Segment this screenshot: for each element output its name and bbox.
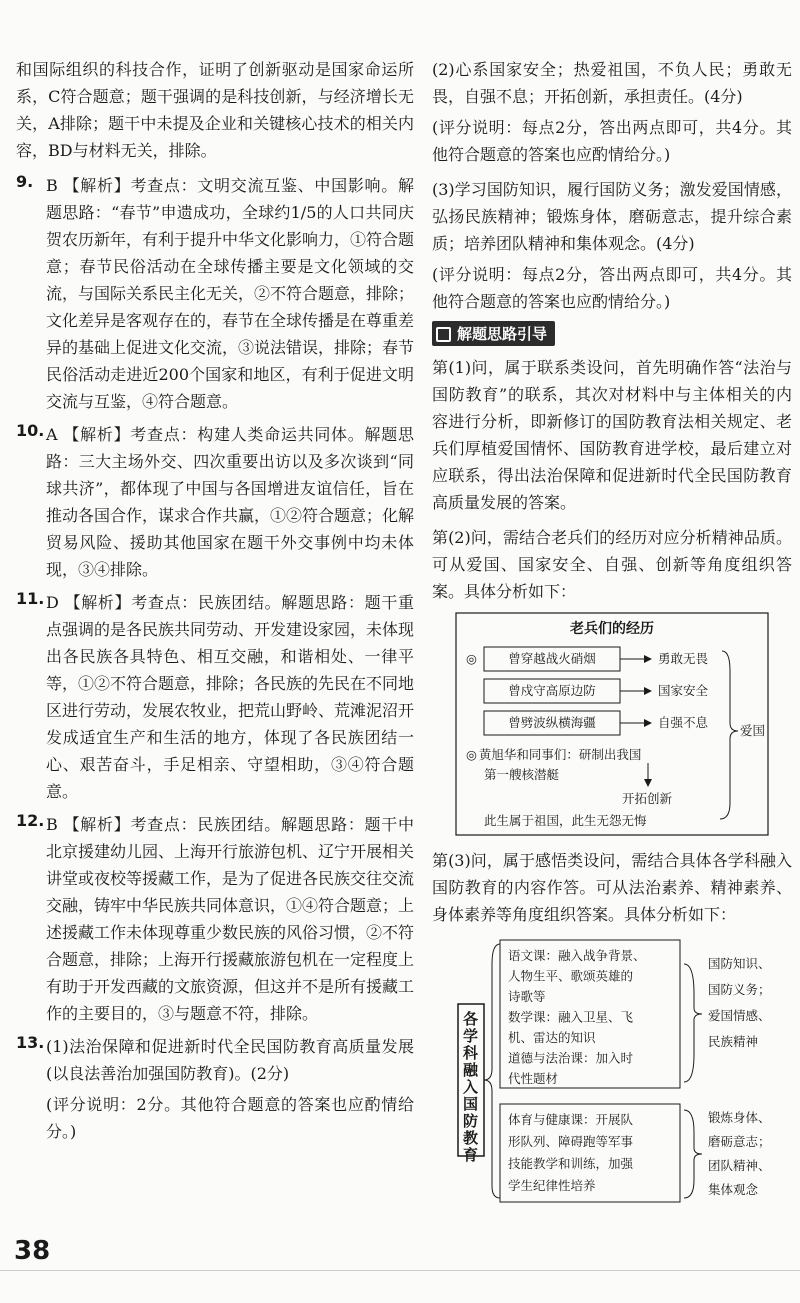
result-brace-1 <box>684 964 702 1082</box>
guide-part-2: 第(2)问，需结合老兵们的经历对应分析精神品质。可从爱国、国家安全、自强、创新等角度组织答案。具体分析如下： <box>432 528 792 601</box>
quality-text: 自强不息 <box>658 715 709 730</box>
innovate-text: 开拓创新 <box>622 791 673 806</box>
vtitle-line: 融 <box>463 1061 479 1079</box>
res2-line: 集体观念 <box>708 1182 759 1197</box>
guide-part-1: 第(1)问，属于联系类设问，首先明确作答“法治与国防教育”的联系，其次对材料中与主体相关的内容进行分析，即新修订的国防教育法相关规定、老兵们厚植爱国情怀、国防教育进学校，最后建立对应联系，得出法治保障和促进新时代全民国防教育高质量发展的答案。 <box>432 358 792 512</box>
box2-line: 体育与健康课：开展队 <box>508 1112 634 1127</box>
subjects-diagram <box>432 934 792 1206</box>
question-12 <box>16 811 414 1027</box>
huang-text: 黄旭华和同事们：研制出我国 <box>478 747 642 762</box>
arrow-head <box>644 655 652 663</box>
box1-line: 人物生平、歌颂英雄的 <box>508 968 634 984</box>
guide-part-3: 第(3)问，属于感悟类设问，需结合具体各学科融入国防教育的内容作答。可从法治素养、精神素养、身体素养等角度组织答案。具体分析如下： <box>432 851 792 924</box>
question-11 <box>16 589 414 805</box>
answer-part-3: (3)学习国防知识，履行国防义务；激发爱国情感，弘扬民族精神；锻炼身体，磨砺意志，提升综合素质；培养团队精神和集体观念。(4分) <box>432 180 792 253</box>
box2-line: 学生纪律性培养 <box>508 1178 596 1193</box>
scoring-note-3: (评分说明：每点2分，答出两点即可，共4分。其他符合题意的答案也应酌情给分。) <box>432 265 792 311</box>
grouping-brace <box>720 651 738 819</box>
res1-line: 国防知识、 <box>708 956 771 971</box>
question-9 <box>16 172 414 415</box>
box1-line: 机、雷达的知识 <box>508 1030 596 1045</box>
quality-text: 国家安全 <box>658 683 709 698</box>
res2-line: 锻炼身体、 <box>708 1110 771 1125</box>
vtitle-line: 国 <box>463 1095 479 1113</box>
vtitle-line: 防 <box>463 1112 479 1130</box>
question-number: 9. <box>16 172 34 191</box>
diagram-title: 老兵们的经历 <box>570 621 654 637</box>
res1-line: 民族精神 <box>708 1034 759 1049</box>
bullet-marker: ◎ <box>466 747 477 762</box>
box2-line: 技能教学和训练，加强 <box>508 1156 634 1171</box>
quality-text: 勇敢无畏 <box>658 651 709 666</box>
res1-line: 爱国情感、 <box>708 1008 771 1023</box>
huang-line-1 <box>466 747 641 762</box>
box1-line: 数学课：融入卫星、飞 <box>508 1009 634 1025</box>
box2-line: 形队列、障碍跑等军事 <box>508 1134 634 1149</box>
result-2-text <box>708 1110 771 1197</box>
res1-line: 国防义务； <box>708 982 771 997</box>
diagram-frame <box>456 613 768 835</box>
guide-title: 解题思路引导 <box>457 325 548 343</box>
guide-heading <box>432 321 555 346</box>
page-divider <box>0 1270 800 1271</box>
question-number: 11. <box>16 589 45 608</box>
intro-paragraph: 和国际组织的科技合作，证明了创新驱动是国家命运所系，C符合题意；题干强调的是科技创新，与经济增长无关，A排除；题干中未提及企业和关键核心技术的相关内容，BD与材料无关，排除。 <box>16 60 414 160</box>
question-10 <box>16 421 414 583</box>
question-text: D 【解析】考查点：民族团结。解题思路：题干重点强调的是各民族共同劳动、开发建设家园，未体现出各民族各具特色、相互交融，和谐相处、一律平等，①②不符合题意，排除；各民族的先民在不同地区进行劳动，发展农牧业，把荒山野岭、荒滩泥沼开发成适宜生产和生活的地方，体现了各民族团结一心、艰苦奋斗，手足相亲、守望相助，③④符合题意。 <box>46 593 415 801</box>
arrow-head <box>644 687 652 695</box>
arrow-head <box>644 719 652 727</box>
right-column <box>432 56 792 1212</box>
question-text: B 【解析】考查点：民族团结。解题思路：题干中北京援建幼儿园、上海开行旅游包机、辽宁开展相关讲堂或夜校等援藏工作，是为了促进各民族交往交流交融，铸牢中华民族共同体意识，①④符合题意；上述援藏工作未体现尊重少数民族的风俗习惯，②不符合题意，排除；上海开行援藏旅游包机在一定程度上有助于开发西藏的文旅资源，但这并不是所有援藏工作的主要目的，③与题意不符，排除。 <box>46 815 415 1023</box>
vtitle-line: 学 <box>463 1027 479 1045</box>
question-13 <box>16 1033 414 1145</box>
answer-part-2: (2)心系国家安全；热爱祖国，不负人民；勇敢无畏，自强不息；开拓创新，承担责任。(4分) <box>432 60 792 106</box>
page-number: 38 <box>14 1236 51 1266</box>
experience-text: 曾戍守高原边防 <box>508 683 596 698</box>
box1-line: 语文课：融入战争背景、 <box>508 948 646 963</box>
result-1-text <box>708 956 771 1049</box>
subjects-brace <box>484 944 500 1198</box>
vtitle-line: 入 <box>463 1078 479 1096</box>
vtitle-line: 科 <box>463 1044 479 1062</box>
experience-text: 曾劈波纵横海疆 <box>508 715 596 730</box>
motto-text: 此生属于祖国，此生无怨无悔 <box>484 813 647 828</box>
question-number: 13. <box>16 1033 45 1052</box>
question-text: (1)法治保障和促进新时代全民国防教育高质量发展(以良法善治加强国防教育)。(2分) <box>46 1037 414 1083</box>
experience-text: 曾穿越战火硝烟 <box>508 651 596 666</box>
question-number: 10. <box>16 421 45 440</box>
question-text: A 【解析】考查点：构建人类命运共同体。解题思路：三大主场外交、四次重要出访以及多次谈到“同球共济”，都体现了中国与各国增进友谊信任，旨在推动各国合作，谋求合作共赢，①②符合题意；化解贸易风险、援助其他国家在题干外交事例中均未体现，③④排除。 <box>46 425 415 579</box>
bullet-marker: ◎ <box>466 651 477 666</box>
subjects-box-1-text <box>508 948 646 1086</box>
res2-line: 磨砺意志； <box>708 1134 771 1149</box>
res2-line: 团队精神、 <box>708 1158 771 1173</box>
pencil-note-icon <box>436 327 451 342</box>
scoring-note-2: (评分说明：每点2分，答出两点即可，共4分。其他符合题意的答案也应酌情给分。) <box>432 118 792 164</box>
vertical-title <box>462 1010 479 1164</box>
subjects-box-2-text <box>508 1112 634 1193</box>
left-column <box>16 56 414 1145</box>
vtitle-line: 教 <box>463 1129 479 1147</box>
arrow-head <box>644 779 652 787</box>
vtitle-line: 育 <box>463 1146 479 1164</box>
question-number: 12. <box>16 811 45 830</box>
box1-line: 道德与法治课：加入时 <box>508 1050 634 1066</box>
result-brace-2 <box>684 1110 702 1198</box>
box1-line: 诗歌等 <box>508 989 546 1004</box>
huang-line-2: 第一艘核潜艇 <box>484 767 560 782</box>
box1-line: 代性题材 <box>508 1071 559 1086</box>
vtitle-line: 各 <box>463 1010 479 1028</box>
veterans-diagram <box>432 611 792 841</box>
question-text: B 【解析】考查点：文明交流互鉴、中国影响。解题思路：“春节”申遗成功，全球约1/5的人口共同庆贺农历新年，有利于提升中华文化影响力，①符合题意；春节民俗活动在全球传播主要是文化领域的交流，与国际关系民主化无关，②不符合题意，排除；文化差异是客观存在的，春节在全球传播是在尊重差异的基础上促进文化交流，③说法错误，排除；春节民俗活动走进近200个国家和地区，有利于促进文明交流与互鉴，④符合题意。 <box>46 176 415 411</box>
patriot-label: 爱国 <box>740 723 766 738</box>
scoring-note: (评分说明：2分。其他符合题意的答案也应酌情给分。) <box>46 1095 414 1141</box>
